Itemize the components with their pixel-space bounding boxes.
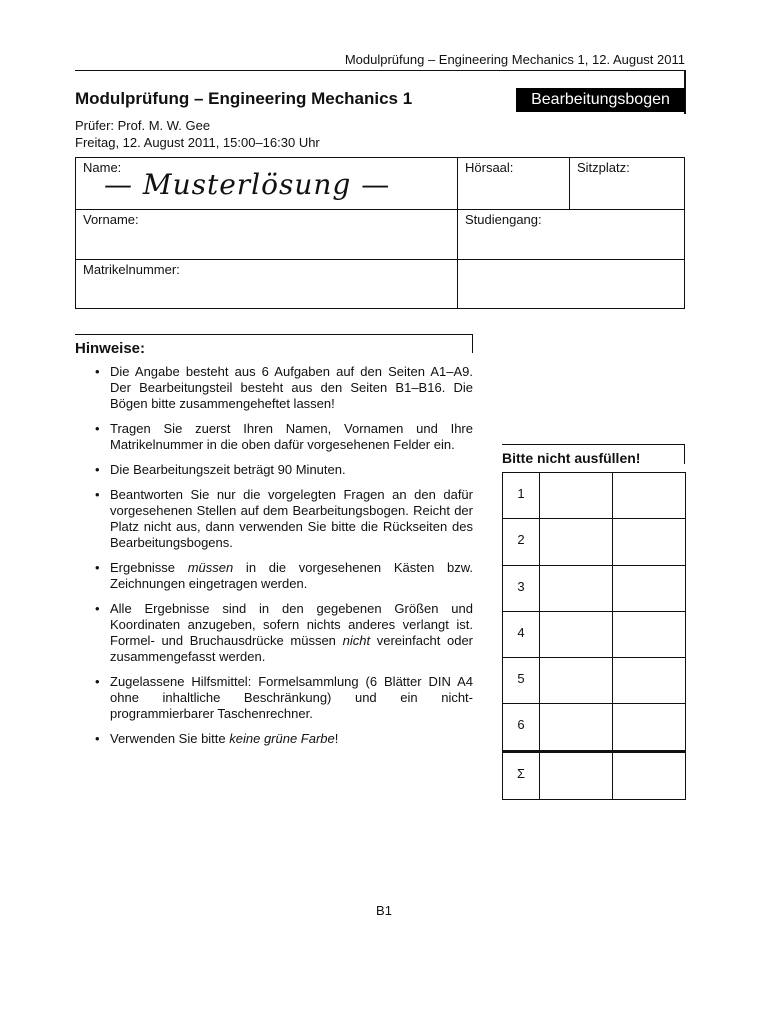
- hint-emphasis: nicht: [342, 633, 371, 648]
- hints-rule: [75, 334, 473, 335]
- sum-score-cell[interactable]: [613, 752, 686, 800]
- sum-symbol: Σ: [503, 752, 540, 800]
- hint-emphasis: keine grüne Farbe: [229, 731, 335, 746]
- seat-label: Sitzplatz:: [577, 160, 630, 175]
- grading-row: [503, 519, 686, 565]
- score-cell[interactable]: [613, 565, 686, 611]
- hint-item: • Beantworten Sie nur die vorgelegten Fragen an den dafür vorgesehenen Stellen auf dem Bearbeitungsbogen. Reicht der Platz nicht aus, dann verwenden Sie bitte die Rückseiten des Bearbeitungsbogens.: [95, 487, 473, 551]
- hints-rule-corner: [472, 334, 473, 353]
- task-number: 1: [503, 473, 540, 519]
- name-label: Name:: [83, 160, 122, 175]
- lecture-hall-label: Hörsaal:: [465, 160, 514, 175]
- grading-title: Bitte nicht ausfüllen!: [502, 450, 641, 466]
- hint-item: [95, 601, 473, 665]
- exam-datetime: Freitag, 12. August 2011, 15:00–16:30 Uhr: [75, 135, 320, 150]
- hint-item: • Tragen Sie zuerst Ihren Namen, Vornamen und Ihre Matrikelnummer in die oben dafür vorgesehenen Felder ein.: [95, 421, 473, 453]
- hint-item: • Zugelassene Hilfsmittel: Formelsammlung (6 Blätter DIN A4 ohne inhaltliche Beschränkung) und ein nicht-programmierbarer Taschenrechner.: [95, 674, 473, 722]
- grading-rule-corner: [684, 444, 685, 464]
- score-cell[interactable]: [613, 611, 686, 657]
- first-name-field[interactable]: [75, 209, 458, 260]
- grading-row: [503, 658, 686, 704]
- grading-row: [503, 473, 686, 519]
- score-cell[interactable]: [540, 611, 613, 657]
- page-title: Modulprüfung – Engineering Mechanics 1: [75, 89, 413, 108]
- running-header: Modulprüfung – Engineering Mechanics 1, 12. August 2011: [344, 52, 685, 67]
- hint-text: Ergebnisse: [110, 560, 188, 575]
- hint-text: Verwenden Sie bitte: [110, 731, 230, 746]
- lecture-hall-field[interactable]: [457, 157, 570, 210]
- study-program-label: Studiengang:: [465, 212, 542, 227]
- score-cell[interactable]: [613, 519, 686, 565]
- study-program-field[interactable]: [457, 209, 685, 260]
- task-number: 6: [503, 704, 540, 752]
- hint-item: • Die Bearbeitungszeit beträgt 90 Minuten.: [95, 462, 473, 478]
- name-field[interactable]: [75, 157, 458, 210]
- hint-item: [95, 560, 473, 592]
- grading-sum-row: [503, 752, 686, 800]
- hint-text: in die vorgesehenen Kästen bzw. Zeichnungen eingetragen werden.: [110, 560, 473, 591]
- task-number: 4: [503, 611, 540, 657]
- score-cell[interactable]: [613, 704, 686, 752]
- grading-row: [503, 611, 686, 657]
- task-number: 2: [503, 519, 540, 565]
- score-cell[interactable]: [540, 473, 613, 519]
- header-rule: [75, 70, 685, 71]
- score-cell[interactable]: [540, 519, 613, 565]
- matriculation-number-extra-field[interactable]: [457, 259, 685, 309]
- document-type-badge: Bearbeitungsbogen: [516, 88, 685, 112]
- hint-item: • Die Angabe besteht aus 6 Aufgaben auf den Seiten A1–A9. Der Bearbeitungsteil besteht aus den Seiten B1–B16. Die Bögen bitte zusammengeheftet lassen!: [95, 364, 473, 412]
- score-cell[interactable]: [540, 704, 613, 752]
- task-number: 3: [503, 565, 540, 611]
- score-cell[interactable]: [613, 473, 686, 519]
- hints-title: Hinweise:: [75, 340, 146, 357]
- score-cell[interactable]: [540, 658, 613, 704]
- first-name-label: Vorname:: [83, 212, 139, 227]
- score-cell[interactable]: [613, 658, 686, 704]
- grading-table: [502, 472, 686, 800]
- task-number: 5: [503, 658, 540, 704]
- grading-row: [503, 704, 686, 752]
- matriculation-number-label: Matrikelnummer:: [83, 262, 180, 277]
- page-number: B1: [376, 903, 392, 918]
- hint-text: vereinfacht oder zusammengefasst werden.: [110, 633, 474, 664]
- hint-item: [95, 731, 473, 747]
- grading-rule: [502, 444, 685, 445]
- hint-text: Alle Ergebnisse sind in den gegebenen Größen und Koordinaten anzugeben, sofern nichts anderes verlangt ist. Formel- und Bruchausdrücke müssen: [110, 601, 473, 648]
- seat-field[interactable]: [569, 157, 685, 210]
- matriculation-number-field[interactable]: [75, 259, 458, 309]
- examiner-line: Prüfer: Prof. M. W. Gee: [75, 118, 211, 133]
- name-handwritten-value: — Musterlösung —: [104, 168, 391, 201]
- grading-row: [503, 565, 686, 611]
- hint-text: !: [334, 731, 339, 746]
- sum-score-cell[interactable]: [540, 752, 613, 800]
- hints-list: [95, 364, 473, 756]
- score-cell[interactable]: [540, 565, 613, 611]
- hint-emphasis: müssen: [187, 560, 234, 575]
